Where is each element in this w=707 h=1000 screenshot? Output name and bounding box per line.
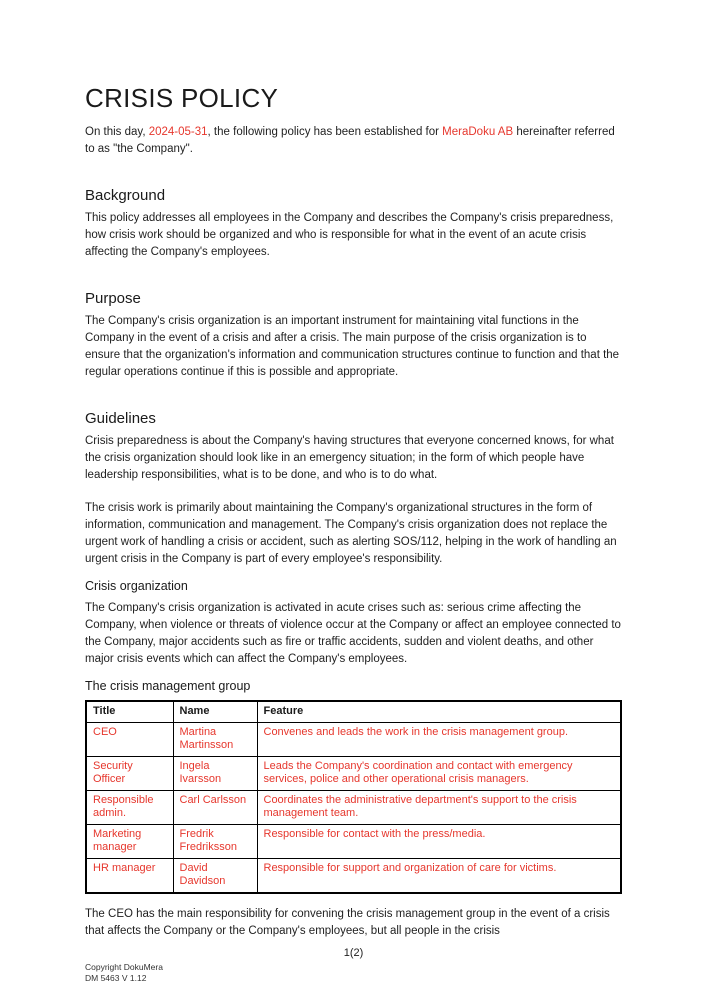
crisis-organization-paragraph: The Company's crisis organization is activated in acute crises such as: serious crime affecting the Company, when violence or threats of violence occur at the Company or affect an employee connected to the Company, major accidents such as fire or traffic accidents, sudden and violent deaths, and other major crisis events which can affect the Company's employees. xyxy=(85,601,621,665)
table-row xyxy=(86,756,621,790)
crisis-management-table xyxy=(85,700,622,894)
table-row xyxy=(86,722,621,756)
cell-name: David Davidson xyxy=(173,858,257,893)
footer-copyright: Copyright DokuMera xyxy=(85,961,163,972)
cell-title: HR manager xyxy=(86,858,173,893)
guidelines-paragraph-2: The crisis work is primarily about maintaining the Company's organizational structures in the form of information, communication and management. The Company's crisis organization does not replace the urgent work of handling a crisis or accident, such as alerting SOS/112, helping in the work of handling an urgent crisis in the Company is part of every employee's responsibility. xyxy=(85,501,617,565)
closing-paragraph: The CEO has the main responsibility for convening the crisis management group in the event of a crisis that affects the Company or the Company's employees, but all people in the crisis xyxy=(85,907,610,937)
footer xyxy=(85,962,622,984)
policy-date: 2024-05-31 xyxy=(148,125,208,138)
cell-name: Ingela Ivarsson xyxy=(173,756,257,790)
intro-text-pre: On this day, xyxy=(85,125,149,138)
section-heading-purpose: Purpose xyxy=(85,289,141,307)
table-header-row xyxy=(86,701,621,723)
intro-text-mid: , the following policy has been established for xyxy=(207,125,443,138)
purpose-paragraph: The Company's crisis organization is an important instrument for maintaining vital functions in the Company in the event of a crisis and after a crisis. The main purpose of the crisis organization is to ensure that the organization's information and communication structures continue to function and that the regular operations continue if this is possible and appropriate. xyxy=(85,314,620,378)
column-header-title: Title xyxy=(86,701,173,723)
table-row xyxy=(86,858,621,893)
company-name: MeraDoku AB xyxy=(442,125,514,138)
guidelines-paragraph-1: Crisis preparedness is about the Company's having structures that everyone concerned knows, for what the crisis organization should look like in an emergency situation; in the form of which people have leadership responsibilities, what is to be done, and who is to do what. xyxy=(85,434,614,481)
column-header-feature: Feature xyxy=(257,701,621,723)
table-caption-crisis-management-group: The crisis management group xyxy=(85,678,251,693)
column-header-name: Name xyxy=(173,701,257,723)
subsection-heading-crisis-organization: Crisis organization xyxy=(85,578,188,593)
footer-doc-id: DM 5463 V 1.12 xyxy=(85,972,147,983)
section-heading-guidelines: Guidelines xyxy=(85,409,156,427)
section-heading-background: Background xyxy=(85,186,166,204)
cell-title: CEO xyxy=(86,722,173,756)
page-title: CRISIS POLICY xyxy=(85,83,279,113)
cell-feature: Leads the Company's coordination and contact with emergency services, police and other operational crisis managers. xyxy=(257,756,621,790)
cell-title: Security Officer xyxy=(86,756,173,790)
cell-name: Martina Martinsson xyxy=(173,722,257,756)
cell-title: Marketing manager xyxy=(86,824,173,858)
page-number: 1(2) xyxy=(343,946,364,959)
cell-feature: Responsible for contact with the press/media. xyxy=(257,824,621,858)
cell-title: Responsible admin. xyxy=(86,790,173,824)
cell-name: Fredrik Fredriksson xyxy=(173,824,257,858)
intro-text-post: hereinafter referred to as "the Company". xyxy=(85,125,615,155)
cell-feature: Responsible for support and organization of care for victims. xyxy=(257,858,621,893)
cell-feature: Convenes and leads the work in the crisis management group. xyxy=(257,722,621,756)
table-row xyxy=(86,790,621,824)
intro-paragraph xyxy=(85,124,622,158)
cell-feature: Coordinates the administrative department's support to the crisis management team. xyxy=(257,790,621,824)
table-row xyxy=(86,824,621,858)
cell-name: Carl Carlsson xyxy=(173,790,257,824)
background-paragraph: This policy addresses all employees in the Company and describes the Company's crisis preparedness, how crisis work should be organized and who is responsible for what in the event of an acute crisis affecting the Company's employees. xyxy=(85,211,614,258)
